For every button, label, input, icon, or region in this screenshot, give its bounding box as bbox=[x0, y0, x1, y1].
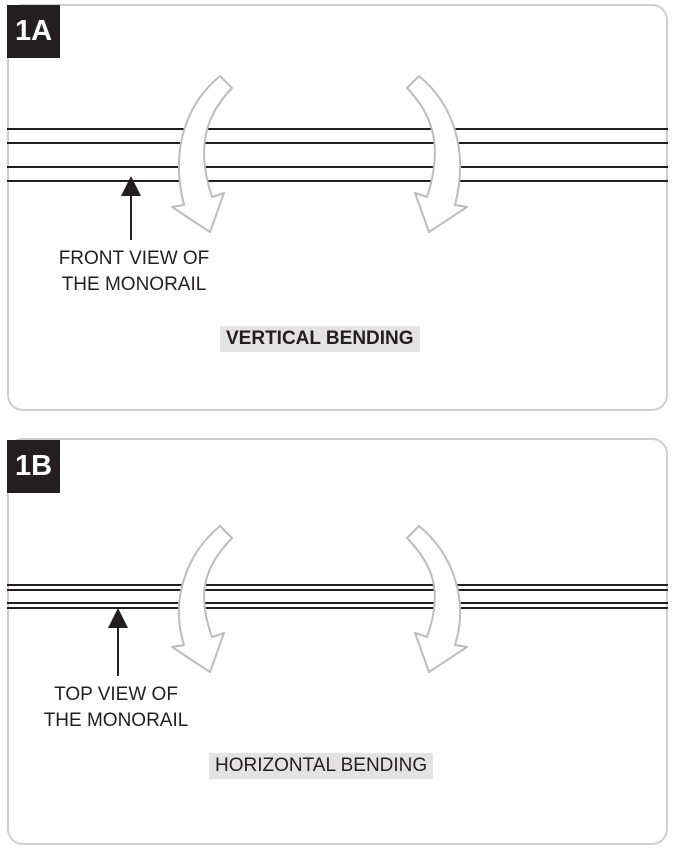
curved-arrow-right-icon bbox=[407, 526, 467, 672]
panel-badge-1b: 1B bbox=[7, 440, 60, 493]
curved-arrow-right-icon bbox=[407, 76, 467, 232]
caption-1b: HORIZONTAL BENDING bbox=[209, 753, 433, 779]
curved-arrow-left-icon bbox=[172, 76, 232, 232]
view-label-1a bbox=[40, 246, 228, 298]
panel-badge-1a: 1A bbox=[7, 5, 60, 58]
view-label-line1: FRONT VIEW OF bbox=[58, 248, 210, 269]
view-label-1b bbox=[28, 682, 204, 734]
monorail-front-view bbox=[7, 129, 668, 181]
curved-arrow-left-icon bbox=[172, 526, 232, 672]
view-label-line2: THE MONORAIL bbox=[43, 710, 189, 731]
view-label-line2: THE MONORAIL bbox=[61, 274, 207, 295]
monorail-top-view bbox=[7, 585, 668, 608]
caption-1a: VERTICAL BENDING bbox=[220, 326, 420, 352]
view-label-line1: TOP VIEW OF bbox=[54, 684, 178, 705]
